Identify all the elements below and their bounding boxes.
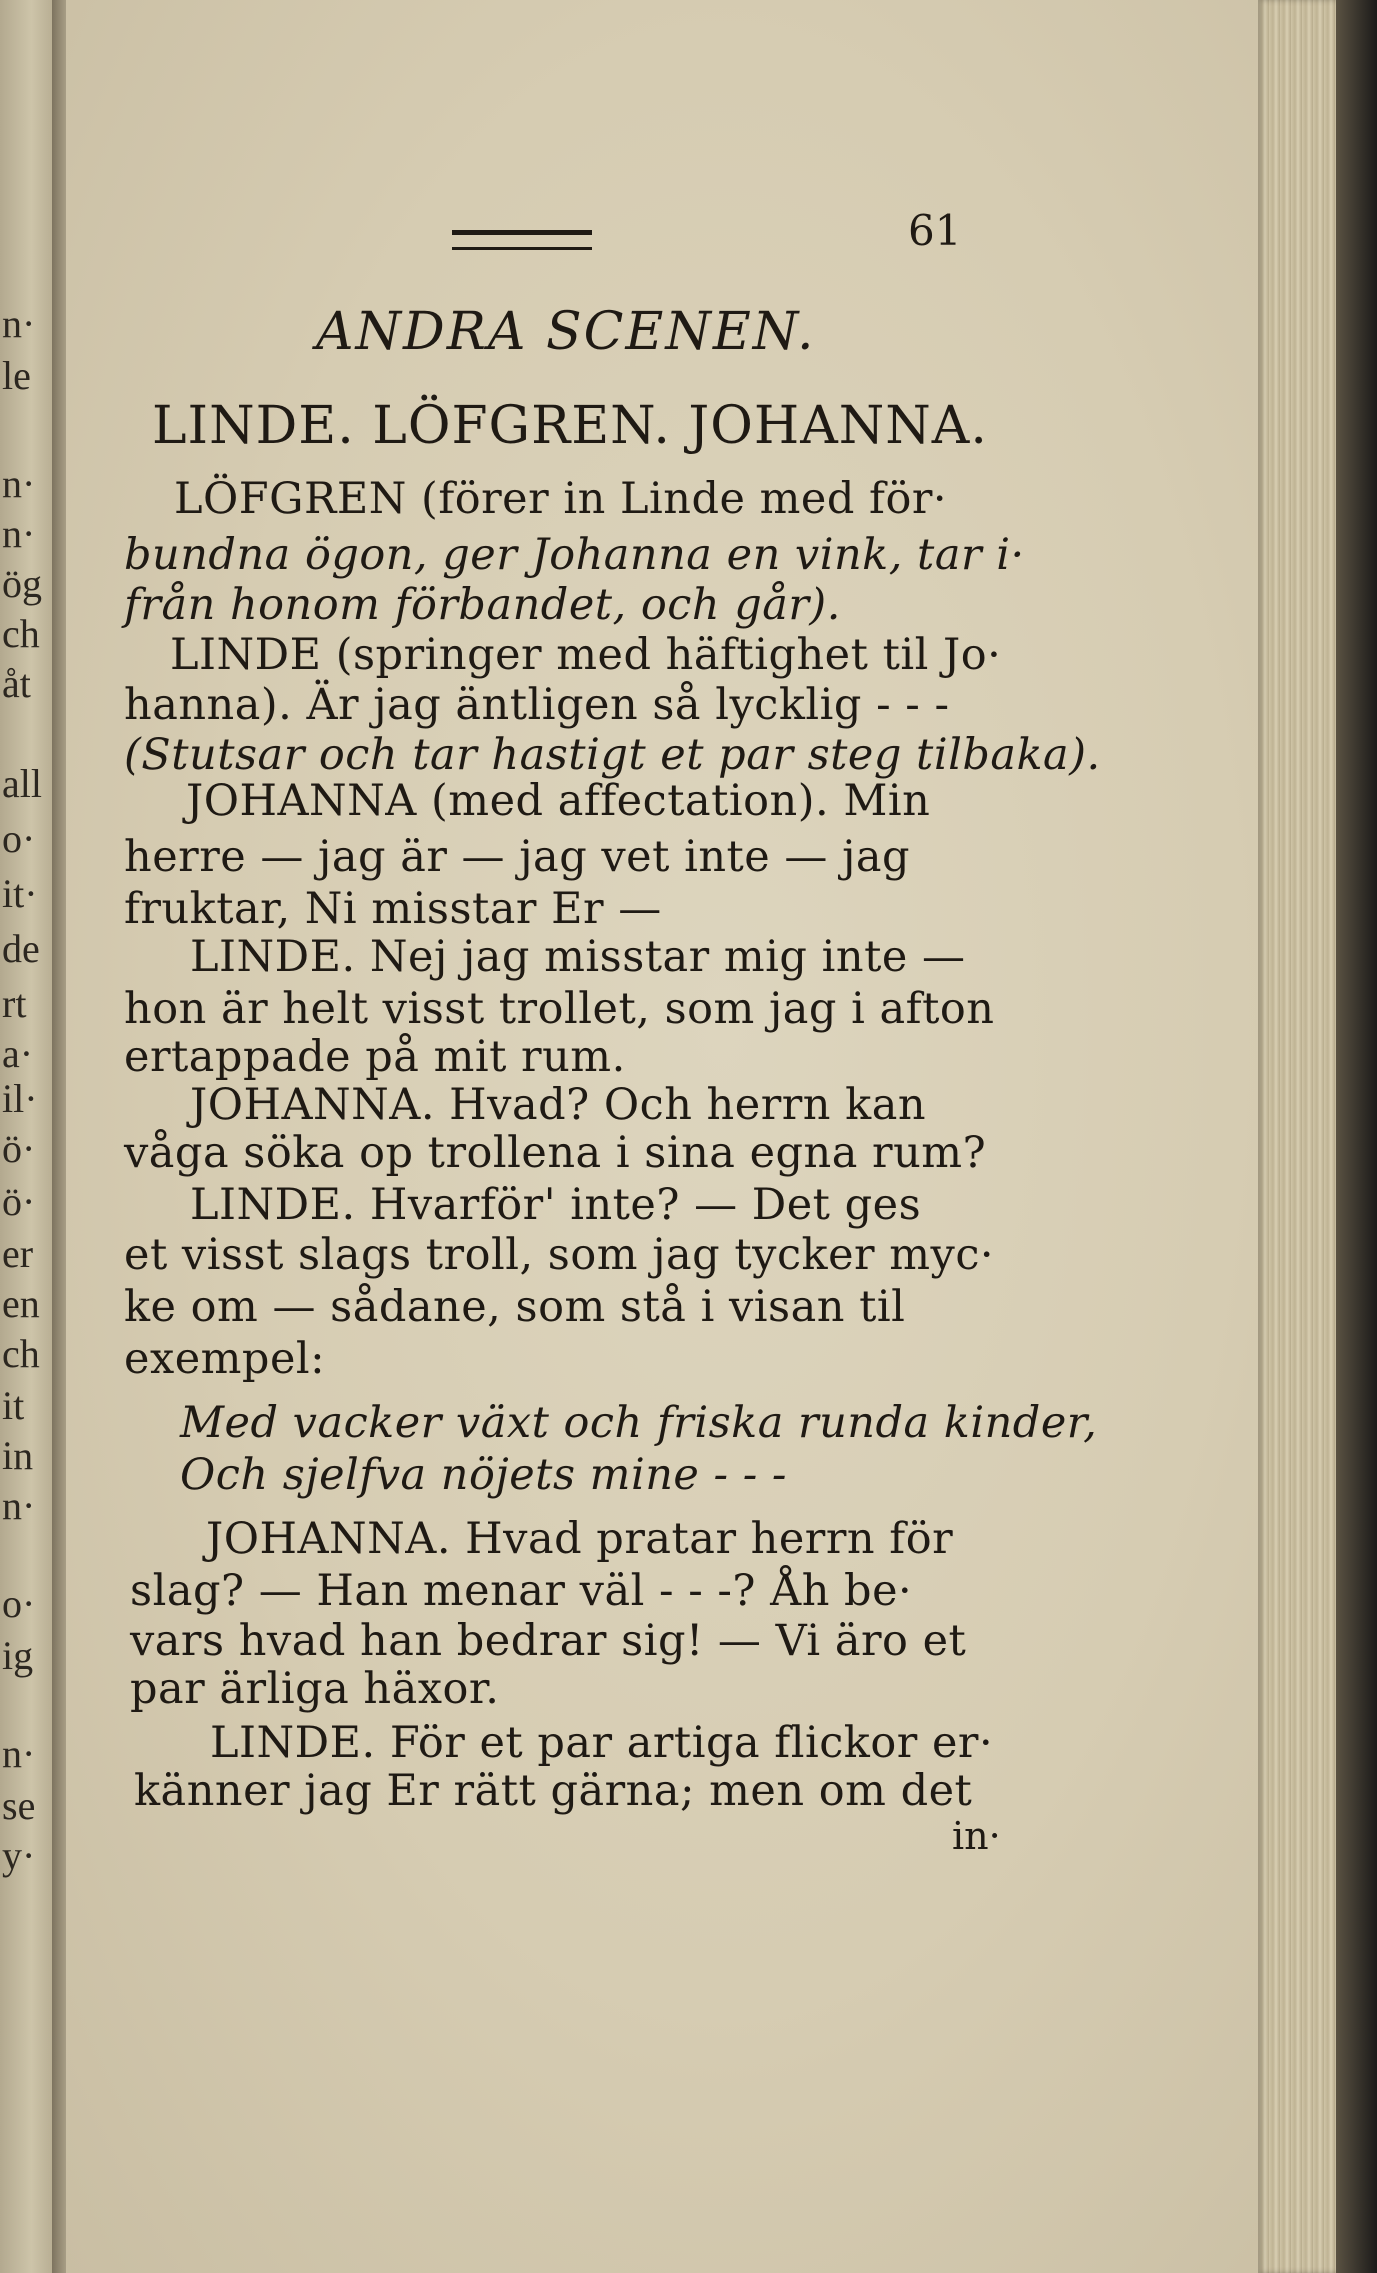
scene-heading: ANDRA SCENEN. <box>316 302 816 362</box>
text-line: LINDE (springer med häftighet til Jo· <box>170 630 1002 680</box>
text-line: våga söka op trollena i sina egna rum? <box>124 1128 987 1178</box>
text-line: hanna). Är jag äntligen så lycklig - - - <box>124 680 950 730</box>
fragment: n· <box>2 301 36 346</box>
fragment: en <box>2 1281 40 1326</box>
text-line: från honom förbandet, och går). <box>124 580 841 630</box>
text-line: slag? — Han menar väl - - -? Åh be· <box>130 1566 913 1616</box>
text-line: fruktar, Ni misstar Er — <box>124 884 662 934</box>
fragment: åt <box>2 661 31 706</box>
fragment: ch <box>2 611 40 656</box>
fragment: le <box>2 353 31 398</box>
fragment: o· <box>2 816 36 861</box>
fragment: il· <box>2 1076 38 1121</box>
verse-line: Med vacker växt och friska runda kinder, <box>180 1398 1098 1448</box>
text-line: LÖFGREN (förer in Linde med för· <box>174 474 948 524</box>
text-line: (Stutsar och tar hastigt et par steg tilbaka). <box>124 730 1101 780</box>
fragment: n· <box>2 511 36 556</box>
text-line: herre — jag är — jag vet inte — jag <box>124 832 911 882</box>
text-line: exempel: <box>124 1334 326 1384</box>
text-line: JOHANNA. Hvad pratar herrn för <box>206 1514 954 1564</box>
text-line: känner jag Er rätt gärna; men om det <box>134 1766 973 1816</box>
page-number: 61 <box>908 206 962 255</box>
text-line: ke om — sådane, som stå i visan til <box>124 1282 906 1332</box>
fragment: it· <box>2 871 38 916</box>
text-line: LINDE. Nej jag misstar mig inte — <box>190 932 966 982</box>
text-line: ertappade på mit rum. <box>124 1032 626 1082</box>
cast-list: LINDE. LÖFGREN. JOHANNA. <box>152 396 988 456</box>
fragment: o· <box>2 1581 36 1626</box>
fragment: er <box>2 1231 34 1276</box>
text-line: hon är helt visst trollet, som jag i afton <box>124 984 995 1034</box>
text-line: bundna ögon, ger Johanna en vink, tar i· <box>124 530 1025 580</box>
fragment: se <box>2 1783 36 1828</box>
text-line: LINDE. Hvarför' inte? — Det ges <box>190 1180 922 1230</box>
fragment: a· <box>2 1031 34 1076</box>
fragment: ch <box>2 1331 40 1376</box>
text-line: JOHANNA. Hvad? Och herrn kan <box>190 1080 927 1130</box>
text-line: JOHANNA (med affectation). Min <box>186 776 931 826</box>
fragment: y· <box>2 1833 36 1878</box>
catchword: in· <box>952 1814 1001 1858</box>
fragment: ö· <box>2 1126 36 1171</box>
verse-line: Och sjelfva nöjets mine - - - <box>180 1450 787 1500</box>
fragment: de <box>2 926 40 971</box>
fragment: n· <box>2 461 36 506</box>
text-line: par ärliga häxor. <box>130 1664 500 1714</box>
fragment: in <box>2 1433 34 1478</box>
fragment: n· <box>2 1731 36 1776</box>
fragment: ö· <box>2 1179 36 1224</box>
fragment: ög <box>2 561 42 606</box>
text-line: LINDE. För et par artiga flickor er· <box>210 1718 994 1768</box>
text-line: et visst slags troll, som jag tycker myc· <box>124 1230 995 1280</box>
text-line: vars hvad han bedrar sig! — Vi äro et <box>130 1616 967 1666</box>
fragment: n· <box>2 1483 36 1528</box>
fragment: rt <box>2 981 27 1026</box>
fragment: all <box>2 761 42 806</box>
fragment: it <box>2 1383 25 1428</box>
header-rule <box>452 230 592 250</box>
fragment: ig <box>2 1633 34 1678</box>
